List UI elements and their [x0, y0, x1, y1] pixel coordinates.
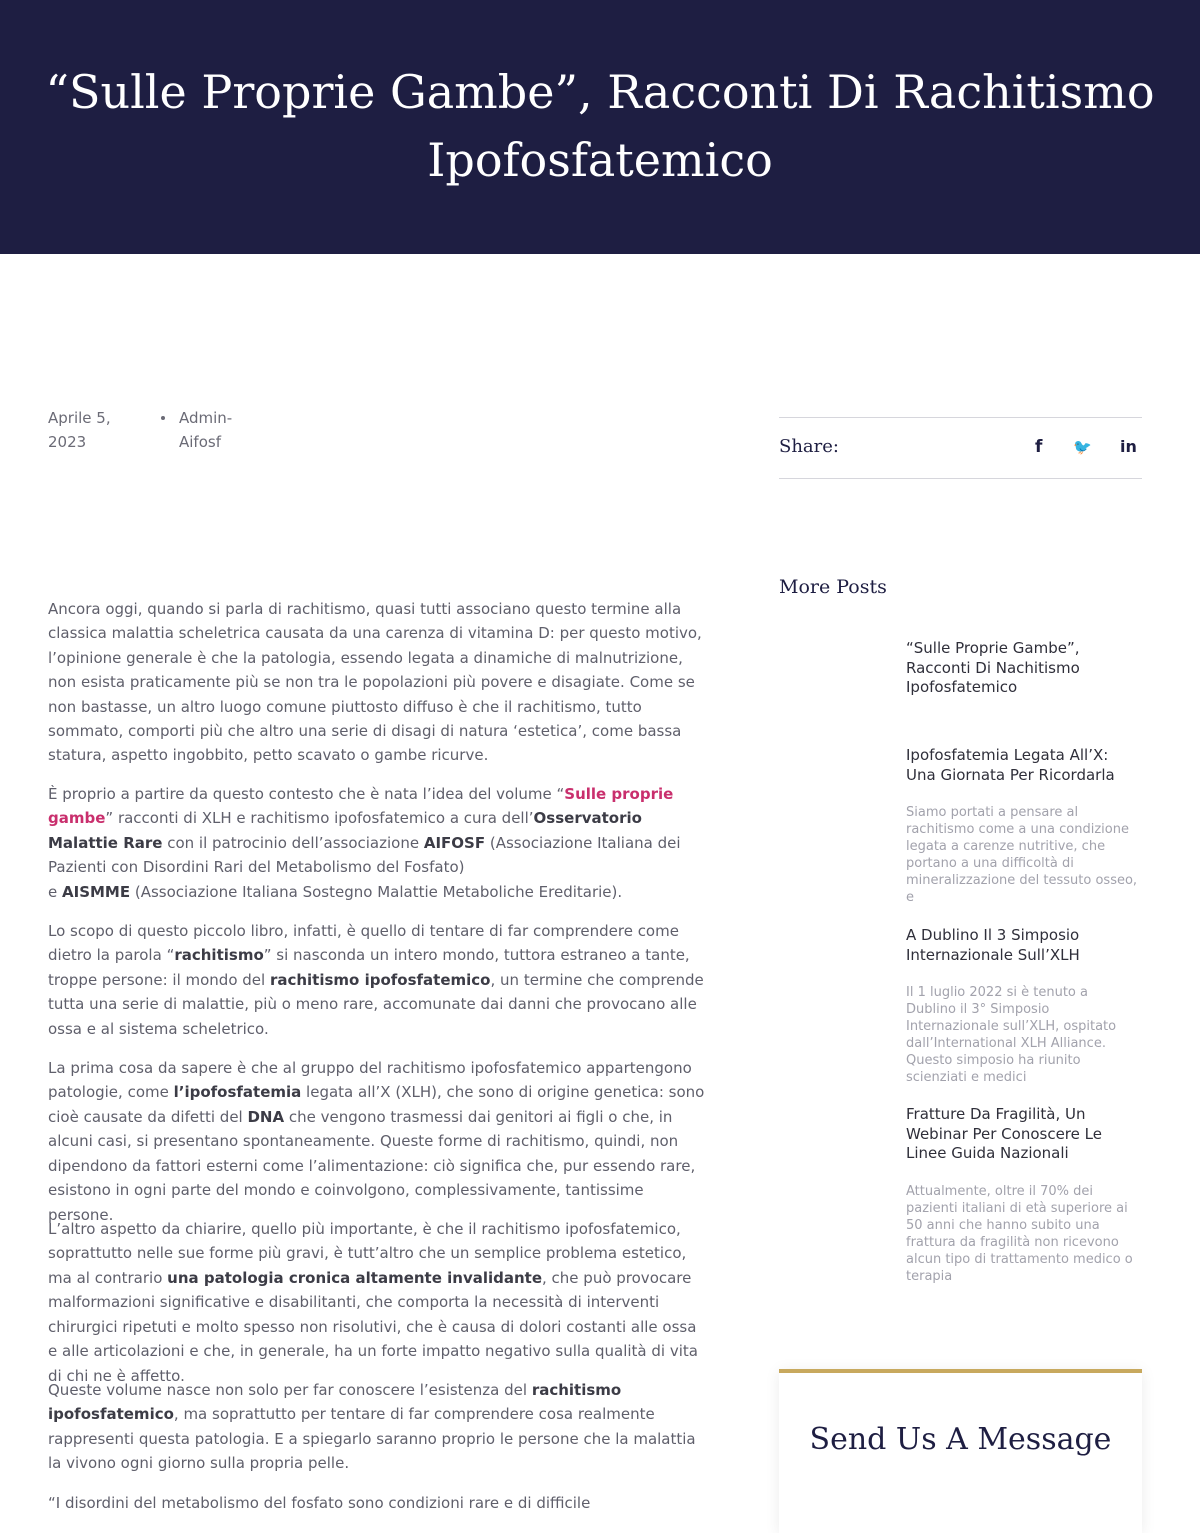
- page-hero: [0, 0, 1200, 254]
- bold-text: AIFOSF: [423, 833, 486, 852]
- more-post-title[interactable]: A Dublino Il 3 Simposio Internazionale Sull’XLH: [906, 926, 1080, 964]
- text-run: che vengono trasmessi dai genitori ai figli o che, in alcuni casi, si presentano spontaneamente. Queste forme di rachitismo, quindi, non dipendono da fattori esterni come l’alimentazione: ciò significa che, pur essendo rare, esistono in ogni parte del mondo e coinvolgono, complessivamente, tantissime persone.: [48, 1107, 696, 1224]
- text-run: , un termine che comprende tutta una serie di malattie, più o meno rare, accomunate dai danni che provocano alle ossa e al sistema scheletrico.: [48, 970, 704, 1038]
- text-run: , ma soprattutto per tentare di far comprendere cosa realmente rappresenti questa patologia. E a spiegarlo saranno proprio le persone che la malattia la vivono ogni giorno sulla propria pelle.: [48, 1405, 696, 1473]
- twitter-icon[interactable]: 🐦: [1073, 438, 1092, 456]
- facebook-icon[interactable]: f: [1035, 437, 1043, 457]
- contact-card-title: Send Us A Message: [809, 1422, 1112, 1457]
- more-posts-heading: More Posts: [779, 576, 887, 598]
- text-run: (Associazione Italiana Sostegno Malattie Metaboliche Ereditarie).: [130, 882, 623, 901]
- text-run: ” racconti di XLH e rachitismo ipofosfatemico a cura dell’: [105, 809, 534, 828]
- bold-text: rachitismo ipofosfatemico: [269, 970, 491, 989]
- article-paragraph: [48, 919, 708, 1041]
- page-title: “Sulle Proprie Gambe”, Racconti Di Rachitismo Ipofosfatemico: [45, 65, 1155, 187]
- article-paragraph: “I disordini del metabolismo del fosfato sono condizioni rare e di difficile: [48, 1493, 591, 1512]
- bold-text: DNA: [247, 1107, 285, 1126]
- more-post-excerpt: Siamo portati a pensare al rachitismo come a una condizione legata a carenze nutritive, che portano a una difficoltà di mineralizzazione del tessuto osseo, e: [906, 805, 1138, 905]
- text-run: ” si nasconda un intero mondo, tuttora estraneo a tante, troppe persone: il mondo del: [48, 946, 690, 989]
- contact-card: [779, 1369, 1142, 1533]
- more-post-excerpt: Il 1 luglio 2022 si è tenuto a Dublino il 3° Simposio Internazionale sull’XLH, ospitato dall’International XLH Alliance. Questo simposio ha riunito scienziati e medici: [906, 985, 1117, 1085]
- article-paragraph: [48, 1378, 708, 1476]
- linkedin-icon[interactable]: in: [1120, 437, 1137, 456]
- text-run: con il patrocinio dell’associazione: [162, 833, 424, 852]
- text-run: Lo scopo di questo piccolo libro, infatti, è quello di tentare di far comprendere come dietro la parola “: [48, 922, 679, 965]
- post-author-link[interactable]: Admin-Aifosf: [179, 406, 259, 454]
- article-paragraph: Ancora oggi, quando si parla di rachitismo, quasi tutti associano questo termine alla classica malattia scheletrica causata da una carenza di vitamina D: per questo motivo, l’opinione generale è che la patologia, essendo legata a dinamiche di malnutrizione, non esista praticamente più se non tra le popolazioni più povere e disagiate. Come se non bastasse, un altro luogo comune piuttosto diffuso è che il rachitismo, tutto sommato, comporti più che altro una serie di disagi di natura ‘estetica’, come bassa statura, aspetto ingobbito, petto scavato o gambe ricurve.: [48, 600, 702, 765]
- share-bar: [779, 417, 1142, 479]
- article-body: [48, 597, 708, 1521]
- article-paragraph: [48, 1056, 708, 1224]
- more-post-title[interactable]: “Sulle Proprie Gambe”, Racconti Di Nachitismo Ipofosfatemico: [906, 639, 1080, 696]
- more-post-item[interactable]: [906, 639, 1142, 698]
- bold-text: Osservatorio Malattie Rare: [48, 809, 642, 852]
- more-post-excerpt: Attualmente, oltre il 70% dei pazienti italiani di età superiore ai 50 anni che hanno subito una frattura da fragilità non ricevono alcun tipo di trattamento medico o terapia: [906, 1183, 1133, 1284]
- book-title-link[interactable]: Sulle proprie gambe: [48, 785, 674, 828]
- text-run: La prima cosa da sapere è che al gruppo del rachitismo ipofosfatemico appartengono patologie, come: [48, 1059, 692, 1102]
- bold-text: rachitismo ipofosfatemico: [48, 1381, 622, 1424]
- text-run: , che può provocare malformazioni significative e disabilitanti, che comporta la necessità di interventi chirurgici ripetuti e molto spesso non risolutivi, che è causa di dolori costanti alle ossa e alle articolazioni e che, in generale, ha un forte impatto negativo sulla qualità di vita di chi ne è affetto.: [48, 1268, 698, 1385]
- more-post-item[interactable]: [906, 746, 1142, 905]
- text-run: (Associazione Italiana dei Pazienti con Disordini Rari del Metabolismo del Fosfato): [48, 833, 681, 877]
- text-run: L’altro aspetto da chiarire, quello più importante, è che il rachitismo ipofosfatemico, soprattutto nelle sue forme più gravi, è tutt’altro che un semplice problema estetico, ma al contrario: [48, 1220, 687, 1287]
- text-run: legata all’X (XLH), che sono di origine genetica: sono cioè causate da difetti del: [48, 1083, 705, 1126]
- post-date: Aprile 5, 2023: [48, 409, 111, 451]
- more-post-title[interactable]: Fratture Da Fragilità, Un Webinar Per Conoscere Le Linee Guida Nazionali: [906, 1105, 1102, 1162]
- text-run: e: [48, 882, 62, 901]
- more-post-item[interactable]: [906, 926, 1142, 1085]
- text-run: Queste volume nasce non solo per far conoscere l’esistenza del: [48, 1381, 532, 1400]
- article-paragraph: [48, 782, 708, 904]
- share-label: Share:: [779, 436, 839, 457]
- bold-text: l’ipofosfatemia: [173, 1083, 302, 1102]
- more-post-item[interactable]: [906, 1105, 1142, 1284]
- more-post-title[interactable]: Ipofosfatemia Legata All’X: Una Giornata Per Ricordarla: [906, 746, 1115, 784]
- text-run: È proprio a partire da questo contesto che è nata l’idea del volume “: [48, 785, 565, 803]
- bold-text: rachitismo: [174, 946, 264, 965]
- article-paragraph: [48, 1217, 708, 1385]
- bold-text: una patologia cronica altamente invalidante: [167, 1268, 543, 1287]
- bold-text: AISMME: [62, 882, 131, 901]
